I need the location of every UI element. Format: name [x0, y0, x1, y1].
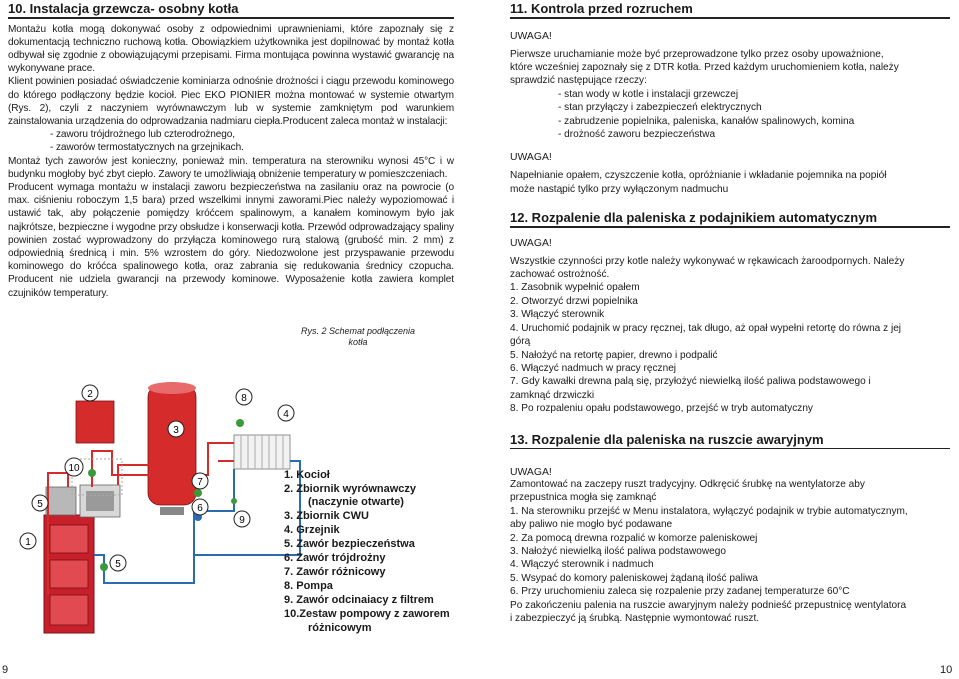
text-line: które wcześniej zapoznały się z DTR kotła. Przed każdym uruchomieniem kotła, należy [510, 61, 899, 73]
paragraph-2 [8, 75, 454, 154]
label-8: 8 [241, 393, 247, 404]
step-item: 8. Po rozpaleniu opału podstawowego, przejść w tryb automatyczny [510, 403, 813, 415]
legend-item: 7. Zawór różnicowy [284, 566, 386, 578]
text-line: i zabezpieczyć ją śrubką. Następnie wymontować ruszt. [510, 613, 760, 625]
legend-item: różnicowym [308, 622, 372, 634]
paragraph-3 [8, 155, 454, 181]
step-item: 6. Włączyć nadmuch w pracy ręcznej [510, 362, 677, 374]
step-item: górą [510, 336, 531, 348]
text-line: Pierwsze uruchamianie może być przeprowadzone tylko przez osoby upoważnione, [510, 48, 884, 60]
legend-item: 10.Zestaw pompowy z zaworem [284, 608, 450, 620]
text-line: systemie otwartym (Rys. 2), czyli z naczyniem wyrównawczym lub w systemie zamkniętym pod [8, 89, 454, 114]
check-item: - drożność zaworu bezpieczeństwa [558, 128, 716, 140]
text-line: Klient powinien posiadać oświadczenie kominiarza odnośnie drożności i ciągu przewodu [8, 76, 396, 88]
s11-paragraph [510, 48, 950, 142]
text-line: montaż kotła odbywał się zgodnie z obowiązującymi przepisami. Firma montująca powinna [8, 36, 454, 61]
warning-label: UWAGA! [510, 237, 552, 249]
step-item: 6. Przy uruchomieniu zaleca się rozpalenie przy zadanej temperaturze 60°C [510, 586, 850, 598]
label-2: 2 [87, 389, 93, 400]
text-line: kominowego do którego podłączony będzie kocioł. Piec EKO PIONIER można montować w [8, 76, 454, 101]
s13-steps [510, 478, 950, 625]
s11-paragraph-2 [510, 169, 950, 196]
legend-item: 4. Grzejnik [284, 524, 340, 536]
title-rule [8, 17, 454, 19]
indent-line: - zaworów termostatycznych na grzejnikach. [50, 142, 244, 154]
s12-steps [510, 255, 950, 416]
section-11-title: 11. Kontrola przed rozruchem [510, 1, 693, 16]
warning-label: UWAGA! [510, 30, 552, 42]
page-number-right: 10 [940, 664, 953, 676]
text-line: rurą stalową (grubość min. 2 mm) z odpowiednią średnicą i min. 5% wzrostem do góry. [8, 234, 454, 259]
title-rule [510, 448, 950, 450]
paragraph-1 [8, 23, 454, 76]
left-page [8, 0, 454, 300]
check-item: - stan wody w kotle i instalacji grzewczej [558, 88, 739, 100]
text-line: Niedozwolone jest przyspawanie przewodu kominowego do króćca spalinowego kotła, oraz [8, 247, 455, 273]
step-item: 4. Uruchomić podajnik w pracy ręcznej, tak długo, aż opał wypełni retortę do równa z jej [510, 322, 902, 334]
heating-installation-diagram [8, 355, 498, 655]
legend-item: 1. Kocioł [284, 469, 330, 481]
indent-line: - zaworu trójdrożnego lub czterodrożnego, [50, 129, 235, 141]
warning-label: UWAGA! [510, 467, 552, 479]
text-line: Zamontować na zaczepy ruszt tradycyjny. Odkręcić śrubkę na wentylatorze aby [510, 479, 865, 491]
label-6: 6 [197, 503, 203, 514]
step-item: 5. Nałożyć na retortę papier, drewno i podpalić [510, 349, 718, 361]
label-4: 4 [283, 409, 289, 420]
figure-caption [298, 326, 418, 348]
boiler [44, 485, 120, 633]
paragraph-4 [8, 181, 454, 300]
check-item: - stan przyłączy i zabezpieczeń elektrycznych [558, 102, 762, 114]
text-line: przepustnica mogła się zamknąć [510, 492, 657, 504]
legend-item: 9. Zawór odcinaiacy z filtrem [284, 594, 434, 606]
text-line: Przewód odprowadzający spaliny powinien zostać wyprowadzony do przyłącza kominowego [8, 221, 454, 246]
legend-item: 6. Zawór trójdrożny [284, 552, 386, 564]
text-line: montaż w instalacji: [361, 115, 448, 127]
right-page [510, 0, 950, 626]
diagram-legend [284, 469, 450, 634]
text-line: Po zakończeniu palenia na ruszcie awaryjnym należy podnieść przepustnicę wentylatora [510, 599, 907, 611]
text-line: pomieszczeniach. [368, 168, 448, 180]
text-line: Producent wymaga montażu w instalacji zaworu bezpieczeństwa na zasilaniu oraz na powrocie [8, 181, 441, 193]
text-line: może nastąpić tylko przy wyłączonym nadmuchu [510, 183, 729, 195]
legend-item: 5. Zawór bezpieczeństwa [284, 538, 415, 550]
text-line: w budynku mogłoby być zbyt ciepło. Zawory te umożliwiają obniżenie temperatury w [8, 155, 454, 180]
page-number-left: 9 [2, 664, 9, 676]
legend-item: 2. Zbiornik wyrównawczy [284, 483, 417, 495]
step-item: 4. Włączyć sterownik i nadmuch [510, 559, 654, 571]
text-line: warunkiem zainstalowania urządzenia do odprowadzania nadmiaru ciepła.Producent zaleca [8, 102, 454, 127]
text-line: dokumentacją techniczno ruchową kotła. Obowiązkiem użytkownika jest dopilnować by [8, 36, 394, 48]
check-item: - zabrudzenie popielnika, paleniska, kanałów spalinowych, komina [558, 115, 855, 127]
caption-line: Rys. 2 Schemat podłączenia [300, 326, 416, 336]
text-line: Montażu kotła mogą dokonywać osoby z odpowiednimi uprawnieniami, które zapoznały się z [8, 23, 454, 35]
step-item: aby paliwo nie mogło być podawane [510, 519, 673, 531]
step-item: 3. Włączyć sterownik [510, 309, 605, 321]
text-line: Napełnianie opałem, czyszczenie kotła, opróżnianie i wkładanie pojemnika na popiół [510, 170, 887, 182]
text-line: wypoziomować i ustawić tak, aby połączenie pomiędzy króćcem spalinowym, a kanałem [8, 195, 454, 220]
step-item: 2. Otworzyć drzwi popielnika [510, 295, 638, 307]
step-item: 1. Zasobnik wypełnić opałem [510, 282, 640, 294]
title-rule [510, 226, 950, 228]
step-item: 1. Na sterowniku przejść w Menu instalatora, wyłączyć podajnik w trybie automatycznym, [510, 505, 908, 517]
legend-item: (naczynie otwarte) [308, 496, 404, 508]
label-5b: 5 [115, 559, 121, 570]
warning-label: UWAGA! [510, 152, 552, 164]
section-10-title: 10. Instalacja grzewcza- osobny kotła [8, 1, 239, 16]
text-line: wystawić gwarancję na wykonywane prace. [8, 49, 454, 75]
legend-item: 3. Zbiornik CWU [284, 510, 369, 522]
label-3: 3 [173, 425, 179, 436]
radiator [234, 435, 290, 469]
step-item: 7. Gdy kawałki drewna palą się, przyłożyć niewielką ilość paliwa podstawowego i [510, 376, 871, 388]
caption-line: kotła [348, 337, 368, 347]
title-rule [510, 17, 950, 19]
legend-item: 8. Pompa [284, 580, 333, 592]
expansion-tank [76, 401, 114, 443]
section-12-title: 12. Rozpalenie dla paleniska z podajnikiem automatycznym [510, 210, 878, 226]
step-item: 2. Za pomocą drewna rozpalić w komorze paleniskowej [510, 532, 758, 544]
label-9: 9 [239, 515, 245, 526]
label-10: 10 [68, 463, 80, 474]
text-line: sprawdzić następujące rzeczy: [510, 75, 647, 87]
section-13-title: 13. Rozpalenie dla paleniska na ruszcie awaryjnym [510, 431, 824, 447]
cwu-tank [148, 382, 196, 515]
step-item: 3. Nałożyć niewielką ilość paliwa podstawowego [510, 546, 727, 558]
step-item: 5. Wsypać do komory paleniskowej żądaną ilość paliwa [510, 572, 758, 584]
text-line: (o max. ciśnieniu roboczym 1,5 bara) przed wszelkimi innymi zaworami.Piec należy [8, 181, 454, 207]
text-line: Montaż tych zaworów jest konieczny, ponieważ min. temperatura na sterowniku wynosi 45°C i [8, 155, 443, 167]
label-7: 7 [197, 477, 203, 488]
text-line: Wszystkie czynności przy kotle należy wykonywać w rękawicach żaroodpornych. Należy [510, 255, 905, 267]
text-line: zabrania się redukowania średnicy czopucha. Producent nie udziela gwarancji na przewody [8, 261, 454, 286]
label-1: 1 [25, 537, 31, 548]
step-item: zamknąć drzwiczki [510, 389, 595, 401]
label-5: 5 [37, 499, 43, 510]
text-line: kominowe. Wyposażenie kotła zawiera komplet czujników temperatury. [8, 274, 454, 299]
text-line: zachować ostrożność. [510, 269, 610, 281]
text-line: kominowym było jak najkrótsze, bezpieczne i wygodne przy obsłudze i konserwacji kotła. [8, 208, 454, 233]
